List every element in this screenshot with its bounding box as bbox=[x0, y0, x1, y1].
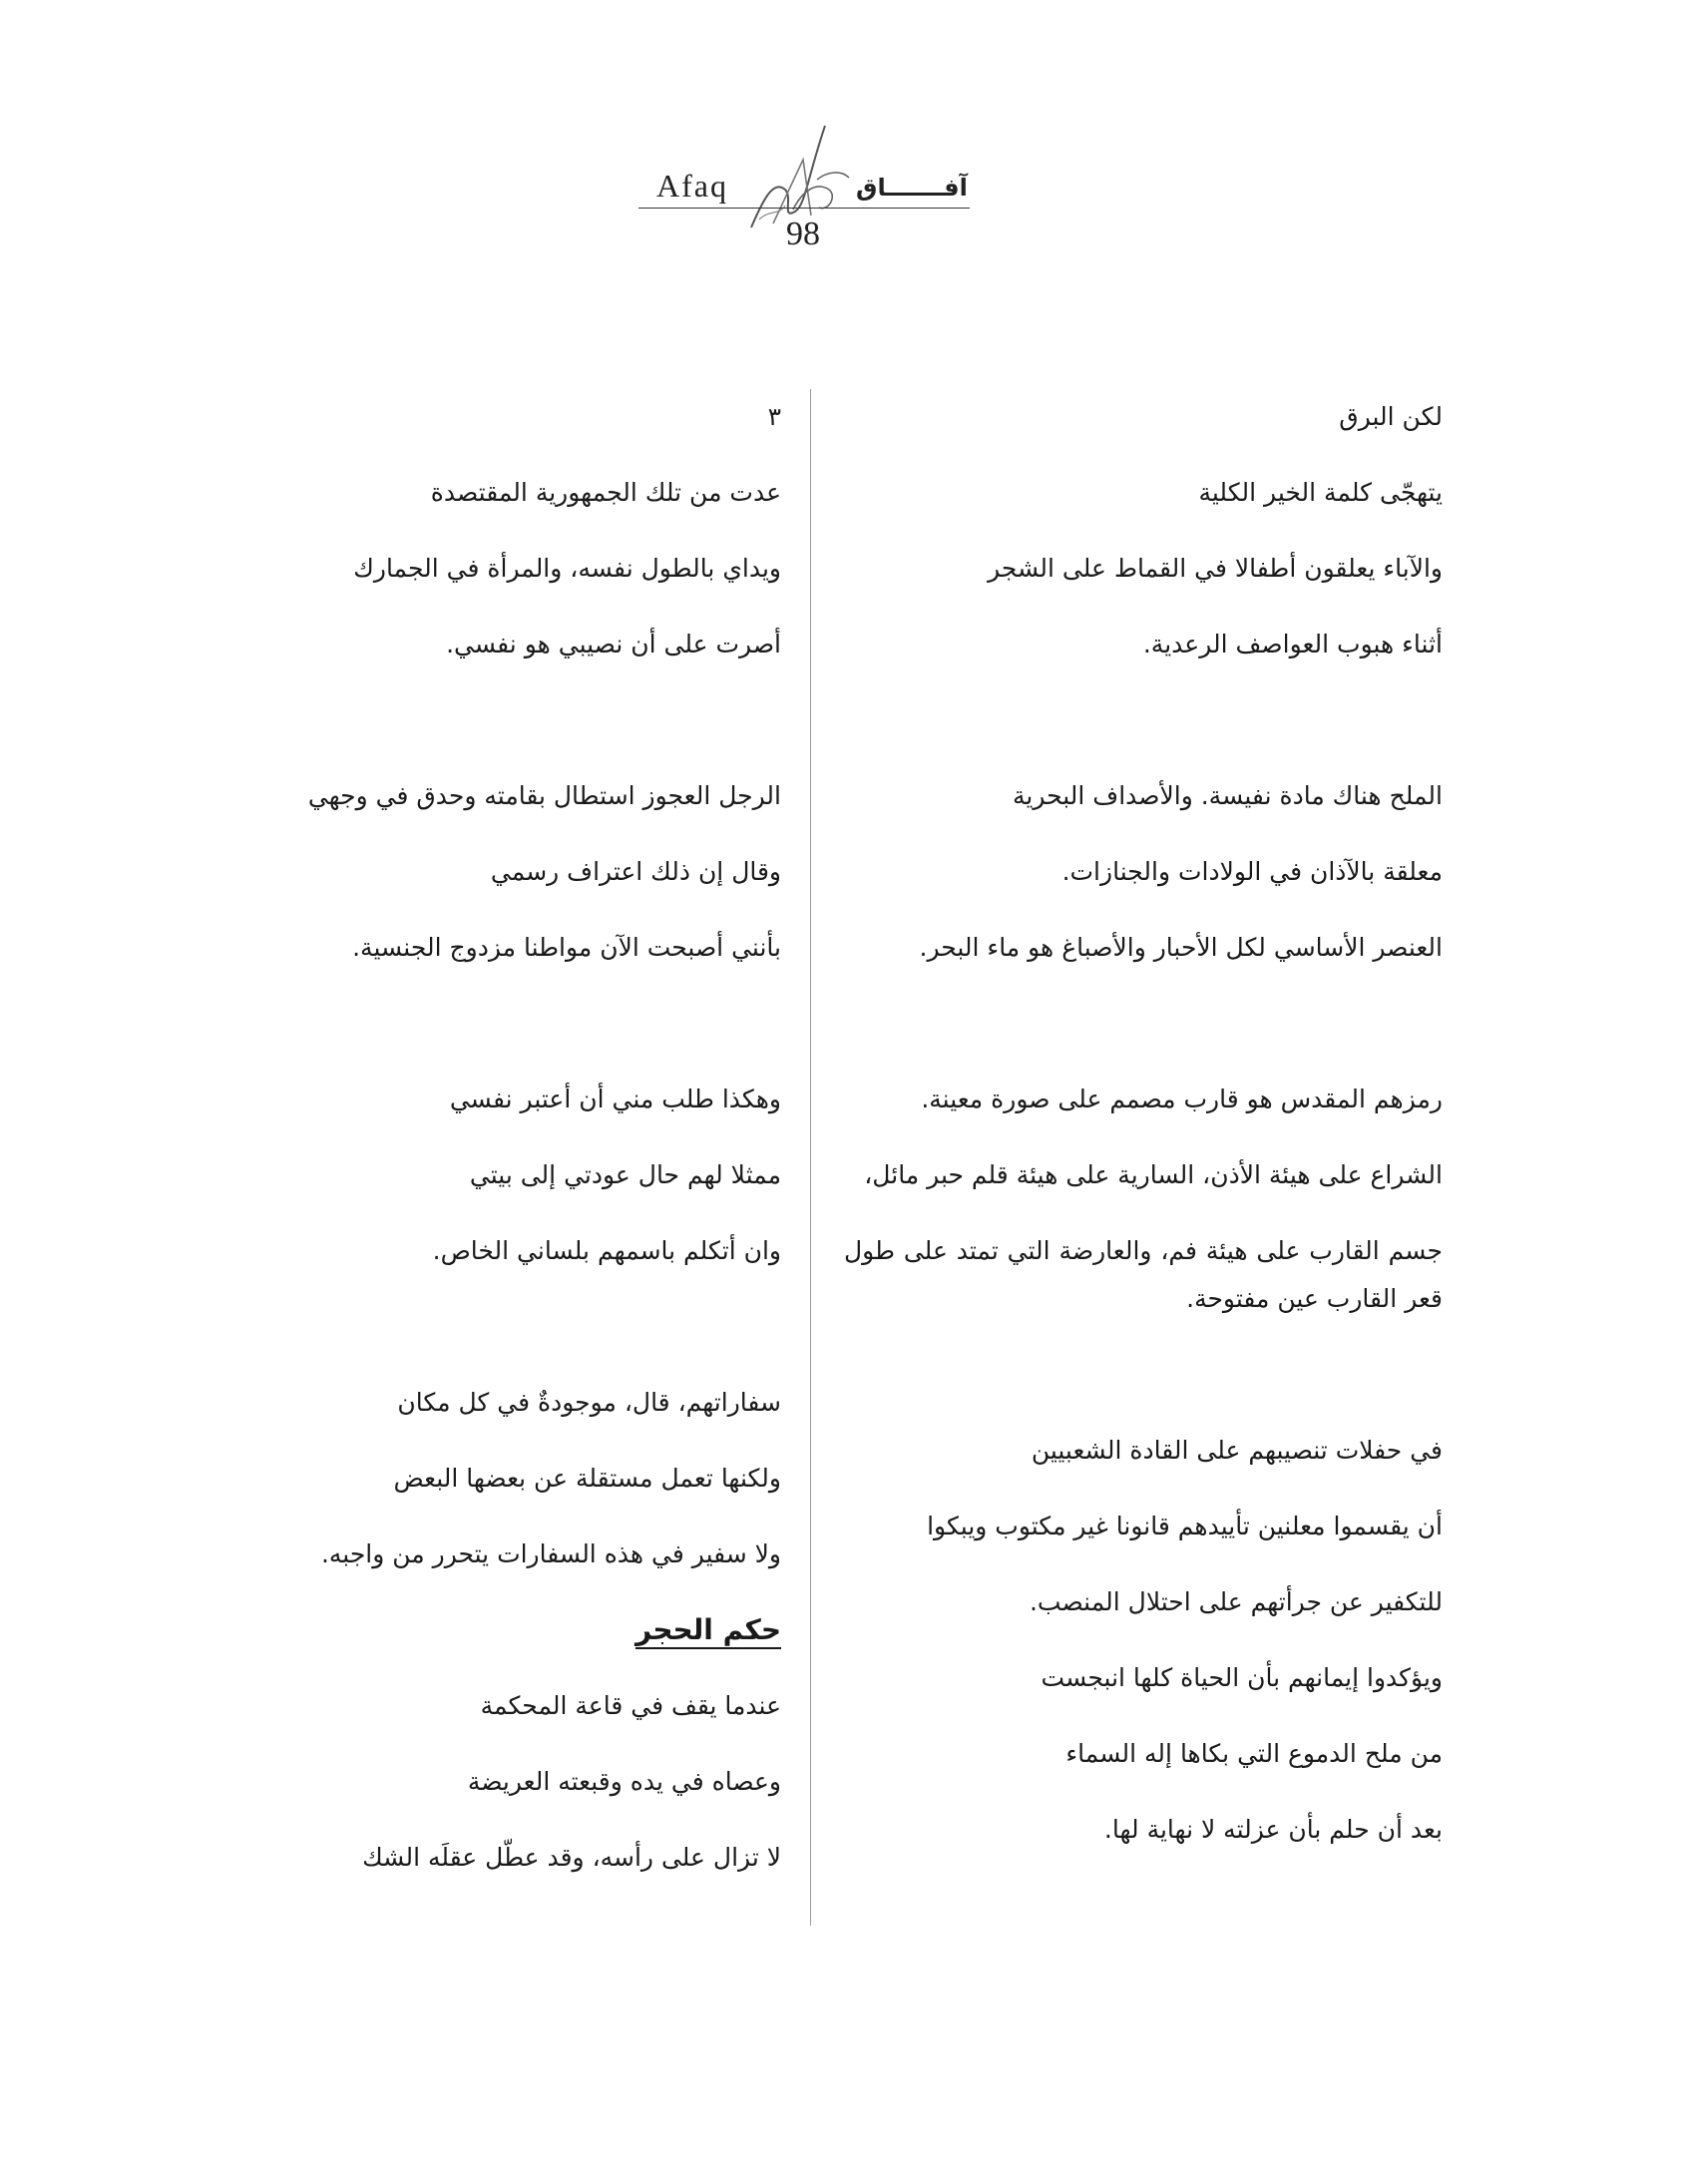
poem-line: ويؤكدوا إيمانهم بأن الحياة كلها انبجست bbox=[1041, 1663, 1443, 1692]
poem-line: ممثلا لهم حال عودتي إلى بيتي bbox=[469, 1160, 781, 1189]
section-title: حكم الحجر bbox=[634, 1613, 781, 1646]
poem-line: لا تزال على رأسه، وقد عطّل عقلَه الشك bbox=[362, 1843, 781, 1872]
poem-line: وهكذا طلب مني أن أعتبر نفسي bbox=[449, 1085, 781, 1113]
stanza bbox=[163, 455, 781, 682]
poem-line: بعد أن حلم بأن عزلته لا نهاية لها. bbox=[1103, 1815, 1443, 1844]
poem-line: يتهجّى كلمة الخير الكلية bbox=[1198, 478, 1443, 507]
poem-line: وعصاه في يده وقبعته العريضة bbox=[467, 1767, 781, 1796]
header-title-arabic: آفـــــــاق bbox=[856, 174, 968, 202]
stanza bbox=[844, 379, 1443, 682]
page-number: 98 bbox=[786, 216, 820, 252]
poem-line: الشراع على هيئة الأذن، السارية على هيئة قلم حبر مائل، bbox=[864, 1160, 1443, 1189]
stanza bbox=[163, 1365, 781, 1896]
poem-line: عدت من تلك الجمهورية المقتصدة bbox=[430, 478, 781, 507]
poem-line: رمزهم المقدس هو قارب مصمم على صورة معينة. bbox=[921, 1085, 1443, 1113]
page-header bbox=[629, 120, 978, 259]
poem-line: وقال إن ذلك اعتراف رسمي bbox=[490, 857, 781, 886]
poem-line: بأنني أصبحت الآن مواطنا مزدوج الجنسية. bbox=[352, 933, 781, 962]
stanza bbox=[163, 758, 781, 986]
section-number: ٣ bbox=[767, 402, 781, 431]
stanza bbox=[844, 758, 1443, 986]
poem-line: الملح هناك مادة نفيسة. والأصداف البحرية bbox=[1012, 781, 1443, 810]
header-title-latin: Afaq bbox=[656, 168, 728, 204]
poem-line: وان أتكلم باسمهم بلساني الخاص. bbox=[432, 1236, 781, 1265]
poem-line: سفاراتهم، قال، موجودةٌ في كل مكان bbox=[397, 1388, 781, 1417]
poem-line: لكن البرق bbox=[1339, 402, 1443, 431]
poem-line: ولكنها تعمل مستقلة عن بعضها البعض bbox=[393, 1464, 781, 1493]
poem-line: جسم القارب على هيئة فم، والعارضة التي تمتد على طول قعر القارب عين مفتوحة. bbox=[844, 1236, 1443, 1313]
poem-line: أثناء هبوب العواصف الرعدية. bbox=[1142, 630, 1443, 658]
poem-line: من ملح الدموع التي بكاها إله السماء bbox=[1065, 1739, 1443, 1768]
poem-line: للتكفير عن جرأتهم على احتلال المنصب. bbox=[1029, 1587, 1443, 1616]
poem-line: أصرت على أن نصيبي هو نفسي. bbox=[446, 630, 781, 658]
poem-line: في حفلات تنصيبهم على القادة الشعبيين bbox=[1031, 1436, 1443, 1465]
poem-line: ويداي بالطول نفسه، والمرأة في الجمارك bbox=[353, 554, 781, 583]
poem-line: معلقة بالآذان في الولادات والجنازات. bbox=[1061, 857, 1443, 886]
poem-line: ولا سفير في هذه السفارات يتحرر من واجبه. bbox=[320, 1539, 781, 1568]
stanza bbox=[163, 1062, 781, 1289]
poem-line: أن يقسموا معلنين تأييدهم قانونا غير مكتوب ويبكوا bbox=[927, 1512, 1443, 1540]
poem-line: عندما يقف في قاعة المحكمة bbox=[480, 1691, 781, 1720]
column-divider bbox=[810, 389, 811, 1926]
header-rule bbox=[638, 208, 970, 209]
poem-line: الرجل العجوز استطال بقامته وحدق في وجهي bbox=[307, 781, 781, 810]
poem-line: العنصر الأساسي لكل الأحبار والأصباغ هو ماء البحر. bbox=[919, 933, 1443, 962]
poem-line: والآباء يعلقون أطفالا في القماط على الشجر bbox=[988, 554, 1443, 583]
stanza bbox=[844, 1062, 1443, 1337]
right-column bbox=[844, 379, 1443, 1868]
stanza bbox=[844, 1413, 1443, 1868]
left-column bbox=[163, 379, 781, 1896]
